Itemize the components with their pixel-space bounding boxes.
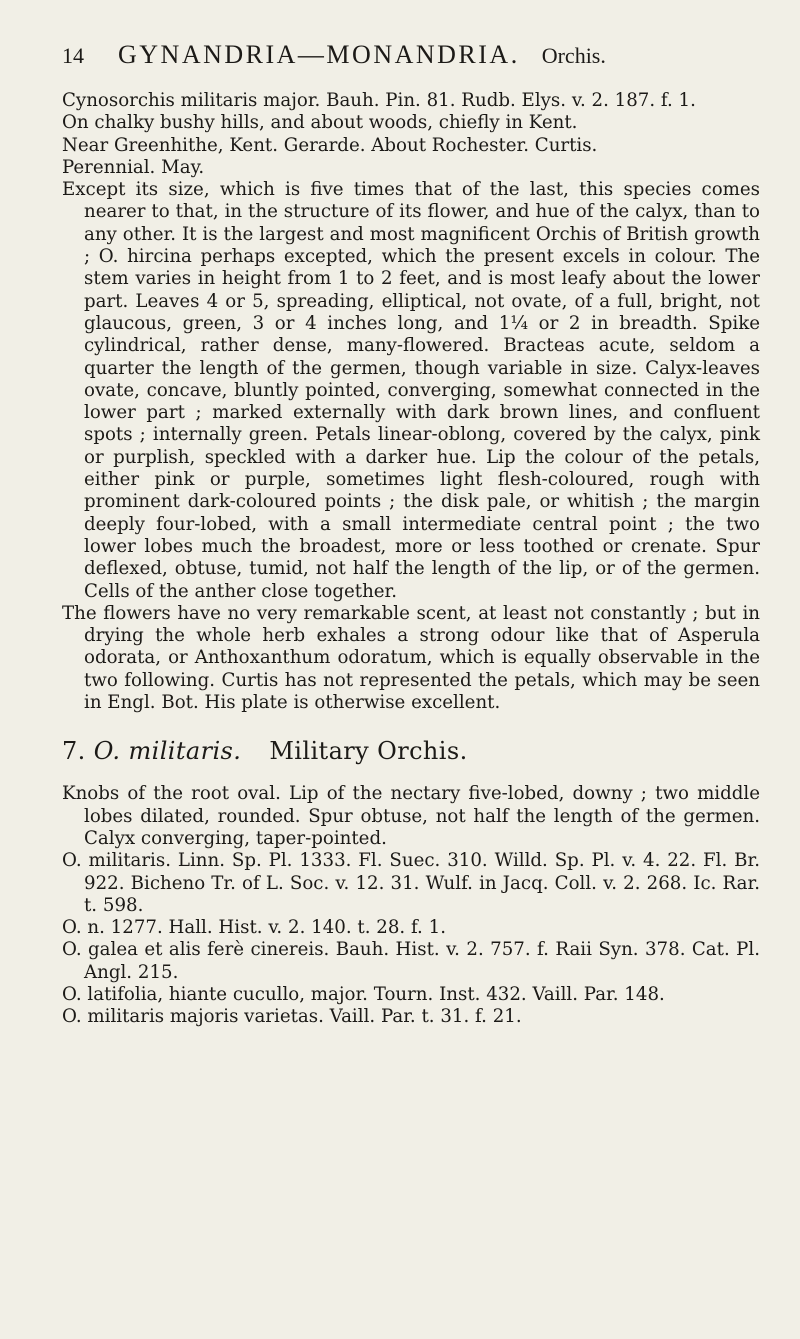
description-paragraph: Except its size, which is five times that of the last, this species comes nearer to that, in the structure of its flower, and hue of the calyx, than to any other. It is the largest and most magnificent Orchis of British growth ; O. hircina perhaps excepted, which the present excels in colour. The stem varies in height from 1 to 2 feet, and is most leafy about the lower part. Leaves 4 or 5, spreading, elliptical, not ovate, of a full, bright, not glaucous, green, 3 or 4 inches long, and 1¼ or 2 in breadth. Spike cylindrical, rather dense, many-flowered. Bracteas acute, seldom a quarter the length of the germen, though variable in size. Calyx-leaves ovate, concave, bluntly pointed, converging, somewhat connected in the lower part ; marked externally with dark brown lines, and confluent spots ; internally green. Petals linear-oblong, covered by the calyx, pink or purplish, speckled with a darker hue. Lip the colour of the petals, either pink or purple, sometimes light flesh-coloured, rough with prominent dark-coloured points ; the disk pale, or whitish ; the margin deeply four-lobed, with a small intermediate central point ; the two lower lobes much the broadest, more or less toothed or crenate. Spur deflexed, obtuse, tumid, not half the length of the lip, or of the germen. Cells of the anther close together.	[62, 179, 760, 602]
page-number: 14	[62, 43, 84, 68]
species-latin-name: O. militaris.	[93, 737, 242, 766]
flowers-note-paragraph: The flowers have no very remarkable scent, at least not constantly ; but in drying the whole herb exhales a strong odour like that of Asperula odorata, or Anthoxanthum odoratum, which is equally observable in the two following. Curtis has not represented the petals, which may be seen in Engl. Bot. His plate is otherwise excellent.	[62, 602, 760, 714]
synonym-entry: O. galea et alis ferè cinereis. Bauh. Hist. v. 2. 757. f. Raii Syn. 378. Cat. Pl. Angl. 215.	[62, 939, 760, 983]
species-heading	[62, 737, 760, 765]
species-6-continuation	[62, 90, 760, 714]
synonym-paragraph: Cynosorchis militaris major. Bauh. Pin. 81. Rudb. Elys. v. 2. 187. f. 1.	[62, 90, 696, 111]
species-number: 7.	[62, 737, 86, 766]
running-title: GYNANDRIA—MONANDRIA.	[118, 40, 520, 69]
locality-paragraph: Near Greenhithe, Kent. Gerarde. About Rochester. Curtis.	[62, 134, 598, 156]
diagnosis-paragraph: Knobs of the root oval. Lip of the nectary five-lobed, downy ; two middle lobes dilated, rounded. Spur obtuse, not half the length of the germen. Calyx converging, taper-pointed.	[62, 783, 760, 849]
synonym-entry: O. militaris majoris varietas. Vaill. Par. t. 31. f. 21.	[62, 1006, 522, 1028]
running-head	[62, 40, 760, 80]
species-7-body	[62, 783, 760, 1028]
species-common-name: Military Orchis.	[269, 737, 468, 766]
running-genus: Orchis.	[541, 43, 606, 68]
synonym-entry: O. latifolia, hiante cucullo, major. Tourn. Inst. 432. Vaill. Par. 148.	[62, 983, 665, 1005]
habitat-paragraph: On chalky bushy hills, and about woods, chiefly in Kent.	[62, 112, 578, 134]
duration-paragraph: Perennial. May.	[62, 156, 205, 178]
synonym-entry: O. militaris. Linn. Sp. Pl. 1333. Fl. Suec. 310. Willd. Sp. Pl. v. 4. 22. Fl. Br. 922. Bicheno Tr. of L. Soc. v. 12. 31. Wulf. in Jacq. Coll. v. 2. 268. Ic. Rar. t. 598.	[62, 850, 760, 916]
synonym-entry: O. n. 1277. Hall. Hist. v. 2. 140. t. 28. f. 1.	[62, 917, 446, 939]
